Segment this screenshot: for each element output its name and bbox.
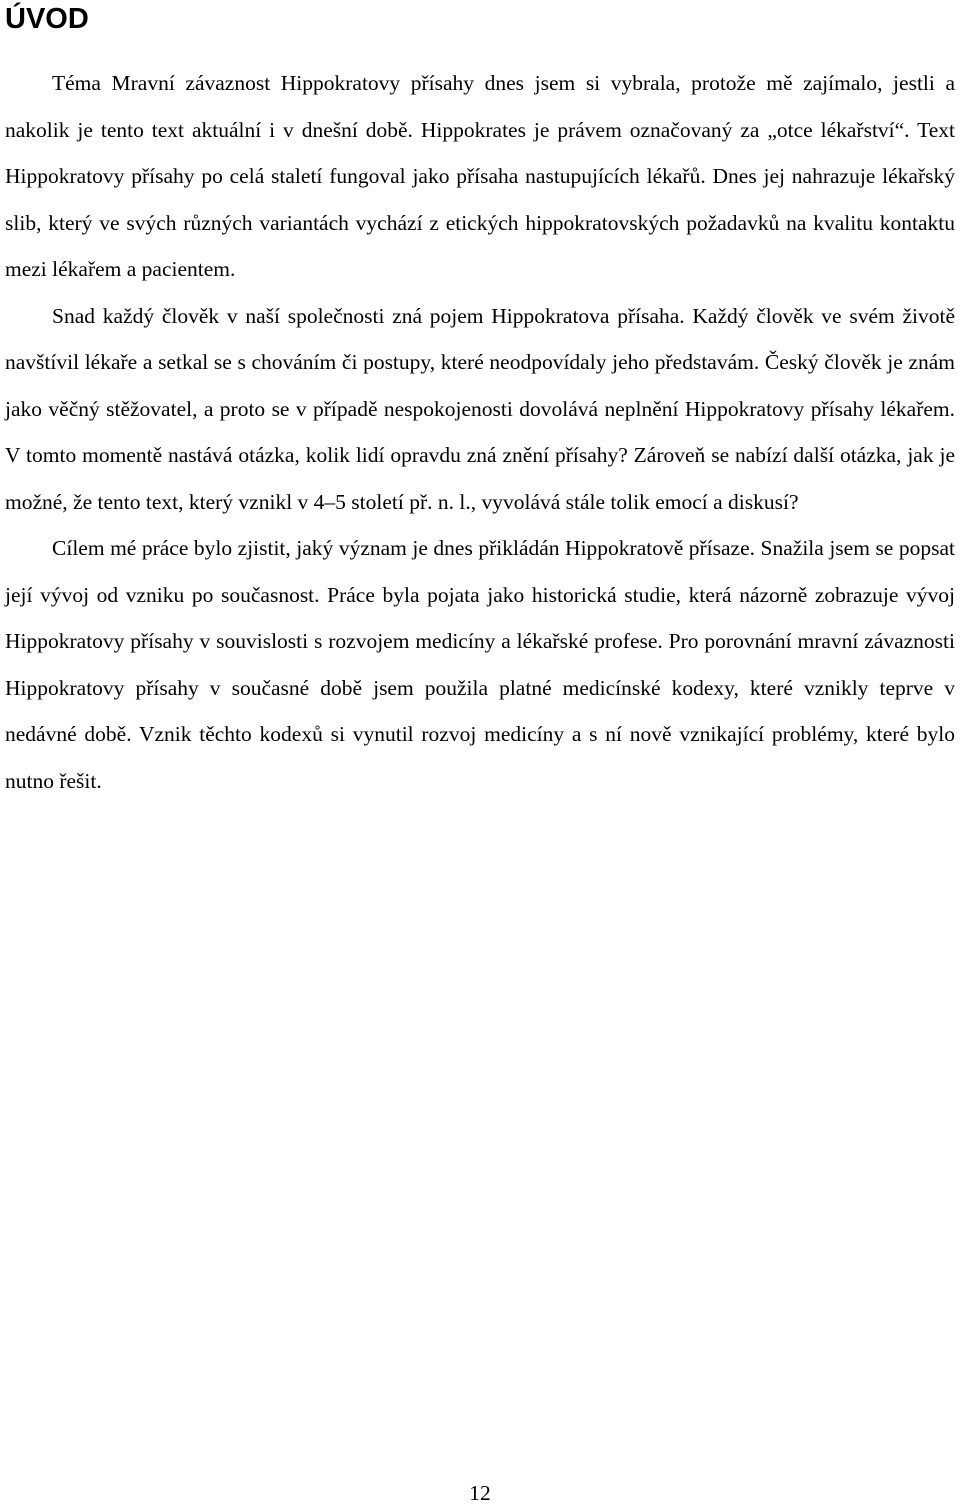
paragraph-2: Snad každý člověk v naší společnosti zná pojem Hippokratova přísaha. Každý člověk ve svém životě navštívil lékaře a setkal se s chováním či postupy, které neodpovídaly jeho představám. Český člověk je znám jako věčný stěžovatel, a proto se v případě nespokojenosti dovolává neplnění Hippokratovy přísahy lékařem. V tomto momentě nastává otázka, kolik lidí opravdu zná znění přísahy? Zároveň se nabízí další otázka, jak je možné, že tento text, který vznikl v 4–5 století př. n. l., vyvolává stále tolik emocí a diskusí? [5, 303, 955, 514]
page-number: 12 [469, 1481, 491, 1505]
paragraph-1: Téma Mravní závaznost Hippokratovy přísahy dnes jsem si vybrala, protože mě zajímalo, jestli a nakolik je tento text aktuální i v dnešní době. Hippokrates je právem označovaný za „otce lékařství“. Text Hippokratovy přísahy po celá staletí fungoval jako přísaha nastupujících lékařů. Dnes jej nahrazuje lékařský slib, který ve svých různých variantách vychází z etických hippokratovských požadavků na kvalitu kontaktu mezi lékařem a pacientem. [5, 71, 955, 281]
paragraph-3: Cílem mé práce bylo zjistit, jaký význam je dnes přikládán Hippokratově přísaze. Snažila jsem se popsat její vývoj od vzniku po současnost. Práce byla pojata jako historická studie, která názorně zobrazuje vývoj Hippokratovy přísahy v souvislosti s rozvojem medicíny a lékařské profese. Pro porovnání mravní závaznosti Hippokratovy přísahy v současné době jsem použila platné medicínské kodexy, které vznikly teprve v nedávné době. Vznik těchto kodexů si vynutil rozvoj medicíny a s ní nově vznikající problémy, které bylo nutno řešit. [5, 536, 955, 793]
section-heading: ÚVOD [5, 3, 89, 35]
body-text [5, 60, 955, 804]
